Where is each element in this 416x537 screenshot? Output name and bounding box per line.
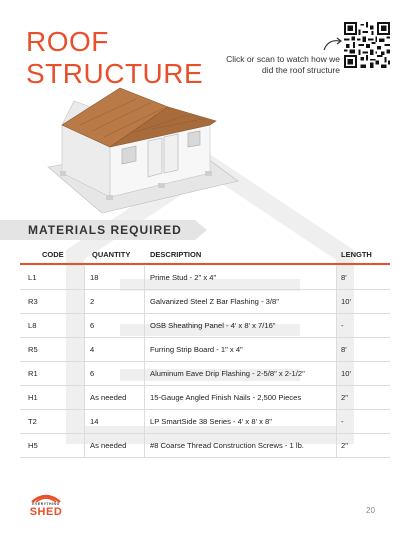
- cell-length: -: [341, 321, 344, 330]
- cell-length: -: [341, 417, 344, 426]
- header-rule: [20, 263, 390, 265]
- cell-code: R3: [28, 297, 38, 306]
- cell-length: 8': [341, 273, 347, 282]
- curved-arrow-icon: [322, 36, 344, 52]
- cell-quantity: 14: [90, 417, 99, 426]
- cell-description: Furring Strip Board - 1" x 4": [150, 345, 243, 354]
- logo-tagline: EVERYTHING: [32, 502, 60, 506]
- page-title: [26, 26, 203, 90]
- table-row: [20, 314, 390, 338]
- cell-description: OSB Sheathing Panel - 4' x 8' x 7/16": [150, 321, 276, 330]
- cell-description: #8 Coarse Thread Construction Screws - 1 lb.: [150, 441, 304, 450]
- table-row: [20, 266, 390, 290]
- title-line-2: STRUCTURE: [26, 58, 204, 89]
- cell-quantity: 6: [90, 369, 95, 378]
- cell-description: Aluminum Eave Drip Flashing - 2-5/8" x 2-1/2": [150, 369, 305, 378]
- cell-code: T2: [28, 417, 37, 426]
- section-title: MATERIALS REQUIRED: [28, 223, 182, 237]
- table-row: [20, 434, 390, 458]
- cell-description: Galvanized Steel Z Bar Flashing - 3/8": [150, 297, 279, 306]
- cell-description: Prime Stud - 2" x 4": [150, 273, 217, 282]
- section-header: [0, 220, 195, 240]
- cell-quantity: 2: [90, 297, 95, 306]
- cell-code: H1: [28, 393, 38, 402]
- page-number: 20: [366, 506, 375, 515]
- cell-length: 8': [341, 345, 347, 354]
- title-line-1: ROOF: [26, 26, 109, 57]
- cell-quantity: 6: [90, 321, 95, 330]
- table-row: [20, 290, 390, 314]
- cell-code: R1: [28, 369, 38, 378]
- table-header-row: [20, 246, 392, 264]
- cell-quantity: As needed: [90, 441, 127, 450]
- cell-code: R5: [28, 345, 38, 354]
- table-row: [20, 386, 390, 410]
- cell-length: 2": [341, 393, 348, 402]
- logo-wordmark: SHED: [29, 506, 63, 518]
- cell-length: 10': [341, 369, 351, 378]
- cell-length: 2": [341, 441, 348, 450]
- cell-quantity: As needed: [90, 393, 127, 402]
- shed-roof-illustration: [40, 85, 250, 213]
- qr-code-icon[interactable]: [344, 22, 390, 68]
- materials-table: [20, 266, 390, 458]
- cell-description: 15-Gauge Angled Finish Nails - 2,500 Pieces: [150, 393, 302, 402]
- cell-quantity: 4: [90, 345, 95, 354]
- cell-description: LP SmartSide 38 Series - 4' x 8' x 8": [150, 417, 272, 426]
- qr-caption: Click or scan to watch how we did the roof structure: [226, 54, 340, 75]
- cell-length: 10': [341, 297, 351, 306]
- table-row: [20, 410, 390, 434]
- cell-code: L1: [28, 273, 37, 282]
- column-header-code: CODE: [42, 250, 64, 259]
- table-row: [20, 362, 390, 386]
- table-row: [20, 338, 390, 362]
- cell-code: L8: [28, 321, 37, 330]
- column-header-quantity: QUANTITY: [92, 250, 131, 259]
- cell-quantity: 18: [90, 273, 99, 282]
- cell-code: H5: [28, 441, 38, 450]
- column-header-length: LENGTH: [341, 250, 372, 259]
- column-header-description: DESCRIPTION: [150, 250, 202, 259]
